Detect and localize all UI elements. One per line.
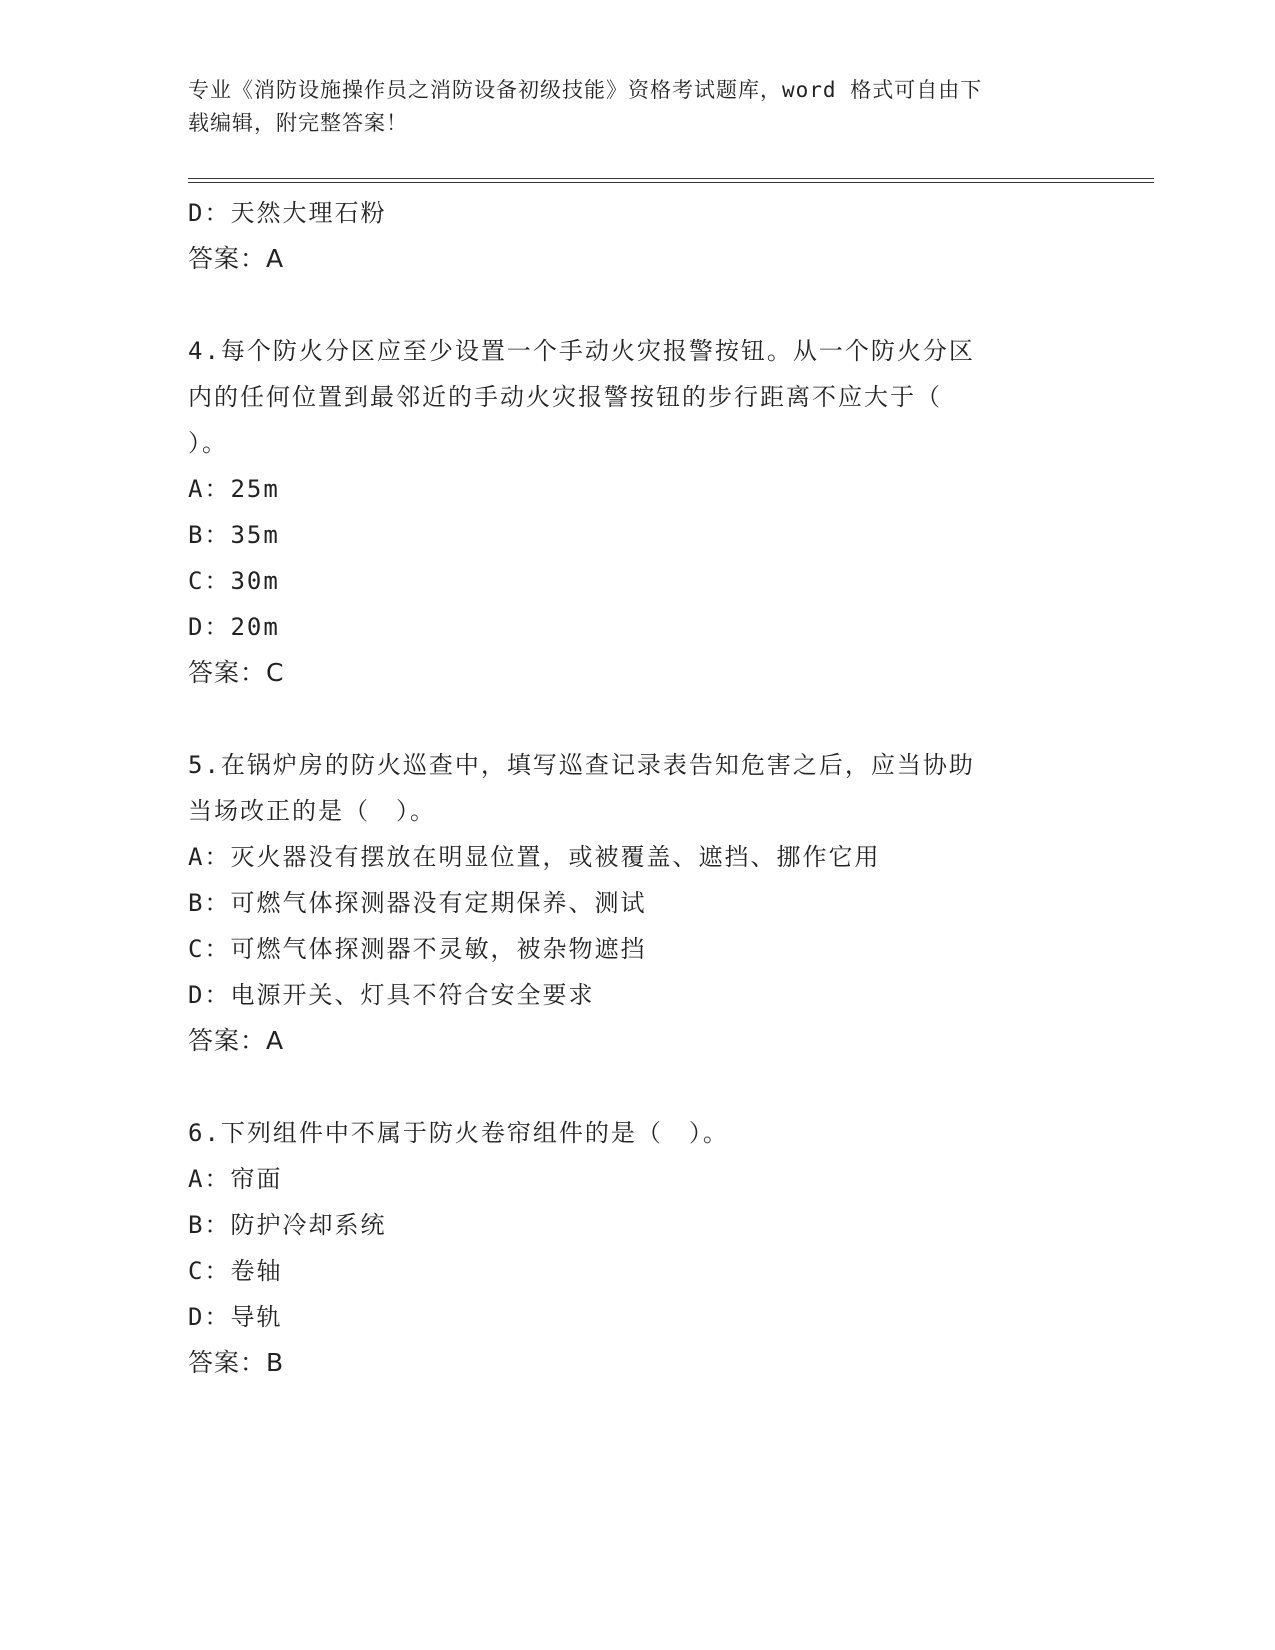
option-b: B：35m [188, 521, 280, 549]
header-divider-top [188, 178, 1154, 179]
question-stem: 当场改正的是（ ）。 [188, 797, 436, 825]
spacer [188, 696, 1088, 742]
answer-line: 答案：A [188, 244, 285, 273]
question-content [188, 190, 1088, 1386]
question-5 [188, 742, 1088, 1064]
header-line-2: 载编辑，附完整答案！ [188, 111, 408, 135]
question-stem: 6.下列组件中不属于防火卷帘组件的是（ ）。 [188, 1119, 729, 1147]
option-a: A：灭火器没有摆放在明显位置，或被覆盖、遮挡、挪作它用 [188, 843, 881, 871]
question-stem: 5.在锅炉房的防火巡查中，填写巡查记录表告知危害之后，应当协助 [188, 751, 975, 779]
spacer [188, 1064, 1088, 1110]
option-c: C：卷轴 [188, 1257, 283, 1285]
answer-line: 答案：C [188, 658, 285, 687]
option-c: C：30m [188, 567, 280, 595]
question-6 [188, 1110, 1088, 1386]
spacer [188, 282, 1088, 328]
option-d: D：电源开关、灯具不符合安全要求 [188, 981, 595, 1009]
question-4 [188, 328, 1088, 696]
option-d: D：导轨 [188, 1303, 283, 1331]
question-stem: ）。 [188, 429, 228, 457]
option-b: B：可燃气体探测器没有定期保养、测试 [188, 889, 647, 917]
page-header [188, 74, 1088, 140]
prev-question-tail [188, 190, 1088, 282]
answer-line: 答案：A [188, 1026, 285, 1055]
header-divider-bottom [188, 182, 1154, 183]
answer-line: 答案：B [188, 1348, 285, 1377]
option-a: A：25m [188, 475, 280, 503]
question-stem: 内的任何位置到最邻近的手动火灾报警按钮的步行距离不应大于（ [188, 383, 942, 411]
option-b: B：防护冷却系统 [188, 1211, 387, 1239]
option-d: D：20m [188, 613, 280, 641]
option-c: C：可燃气体探测器不灵敏，被杂物遮挡 [188, 935, 647, 963]
option-d: D：天然大理石粉 [188, 199, 387, 227]
header-line-1: 专业《消防设施操作员之消防设备初级技能》资格考试题库，word 格式可自由下 [188, 78, 983, 102]
question-stem: 4.每个防火分区应至少设置一个手动火灾报警按钮。从一个防火分区 [188, 337, 975, 365]
option-a: A：帘面 [188, 1165, 283, 1193]
